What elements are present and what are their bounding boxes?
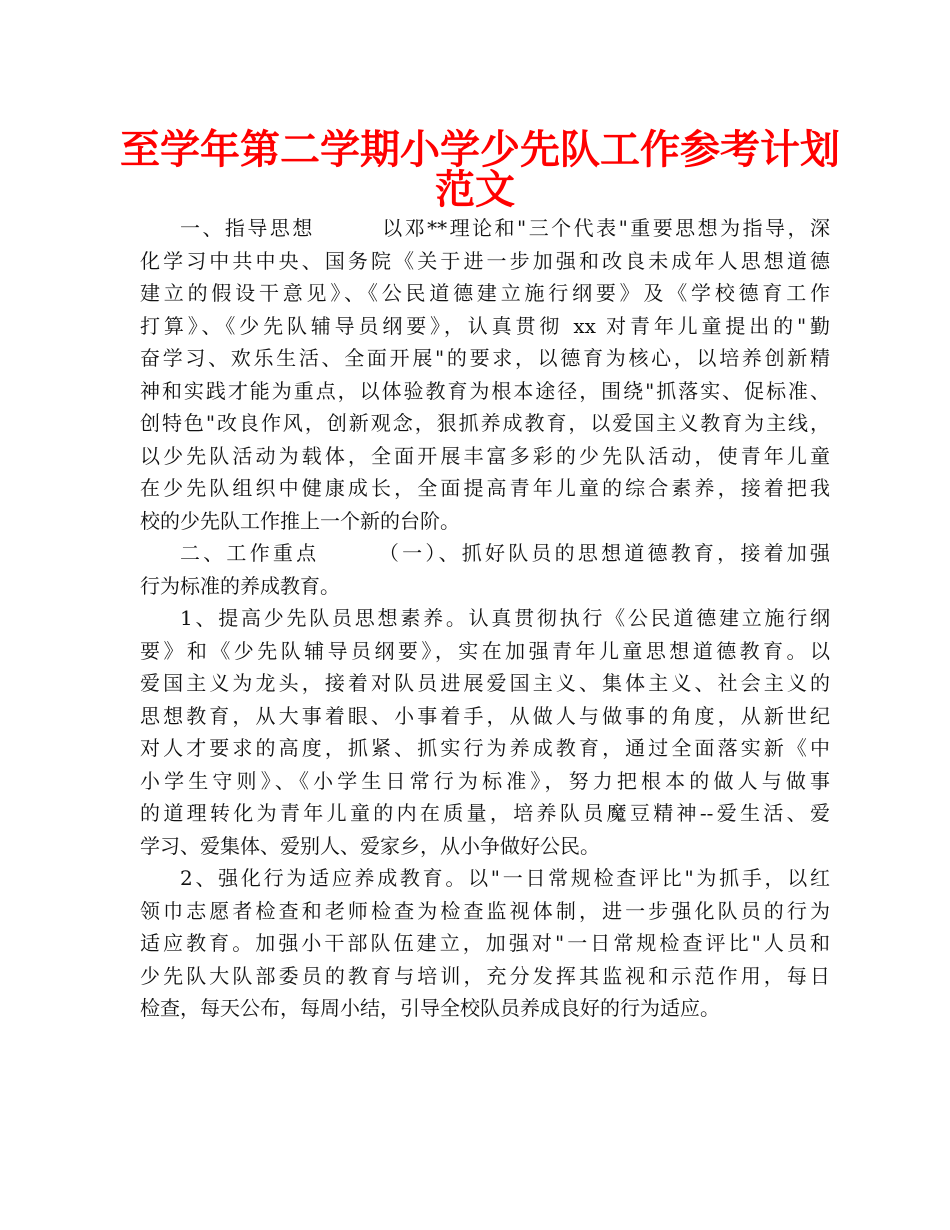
document-title: 至学年第二学期小学少先队工作参考计划 (120, 127, 840, 173)
paragraph-guiding-ideology (140, 212, 830, 537)
text-line: 领巾志愿者检查和老师检查为检查监视体制，进一步强化队员的行为 (140, 898, 830, 923)
text-line: 1、提高少先队员思想素养。认真贯彻执行《公民道德建立施行纲 (180, 606, 830, 630)
text-line: 爱国主义为龙头，接着对队员进展爱国主义、集体主义、社会主义的 (140, 671, 830, 695)
text-line: 行为标准的养成教育。 (140, 573, 340, 598)
text-line: 小学生守则》、《小学生日常行为标准》，努力把根本的做人与做事 (140, 768, 830, 793)
text-line: 神和实践才能为重点，以体验教育为根本途径，围绕"抓落实、促标准、 (140, 378, 830, 403)
text-line: 在少先队组织中健康成长，全面提高青年儿童的综合素养，接着把我 (140, 476, 830, 500)
text-line: 创特色"改良作风，创新观念，狠抓养成教育，以爱国主义教育为主线， (140, 411, 830, 435)
text-line: 二、工作重点 （一）、抓好队员的思想道德教育，接着加强 (180, 541, 830, 565)
text-line: 学习、爱集体、爱别人、爱家乡，从小争做好公民。 (140, 833, 600, 858)
text-line: 检查，每天公布，每周小结，引导全校队员养成良好的行为适应。 (140, 996, 720, 1020)
paragraph-work-focus (140, 537, 830, 602)
text-line: 少先队大队部委员的教育与培训，充分发挥其监视和示范作用，每日 (140, 963, 830, 988)
text-line: 的道理转化为青年儿童的内在质量，培养队员魔豆精神--爱生活、爱 (140, 801, 830, 825)
text-line: 思想教育，从大事着眼、小事着手，从做人与做事的角度，从新世纪 (140, 703, 830, 728)
text-line: 打算》、《少先队辅导员纲要》，认真贯彻 xx 对青年儿童提出的"勤 (140, 313, 830, 338)
paragraph-item-1 (140, 602, 830, 862)
text-line: 对人才要求的高度，抓紧、抓实行为养成教育，通过全面落实新《中 (140, 736, 830, 760)
text-line: 建立的假设干意见》、《公民道德建立施行纲要》及《学校德育工作 (140, 281, 830, 305)
text-line: 化学习中共中央、国务院《关于进一步加强和改良未成年人思想道德 (140, 248, 830, 273)
text-line: 校的少先队工作推上一个新的台阶。 (140, 508, 460, 533)
text-line: 适应教育。加强小干部队伍建立，加强对"一日常规检查评比"人员和 (140, 931, 830, 955)
text-line: 要》和《少先队辅导员纲要》，实在加强青年儿童思想道德教育。以 (140, 638, 830, 663)
document-body (140, 212, 830, 1025)
text-line: 奋学习、欢乐生活、全面开展"的要求，以德育为核心，以培养创新精 (140, 346, 830, 370)
document-title-continued: 范文 (435, 167, 515, 213)
paragraph-item-2 (140, 862, 830, 1025)
text-line: 一、指导思想 以邓**理论和"三个代表"重要思想为指导，深 (180, 216, 830, 240)
text-line: 以少先队活动为载体，全面开展丰富多彩的少先队活动，使青年儿童 (140, 443, 830, 468)
text-line: 2、强化行为适应养成教育。以"一日常规检查评比"为抓手，以红 (180, 866, 830, 890)
